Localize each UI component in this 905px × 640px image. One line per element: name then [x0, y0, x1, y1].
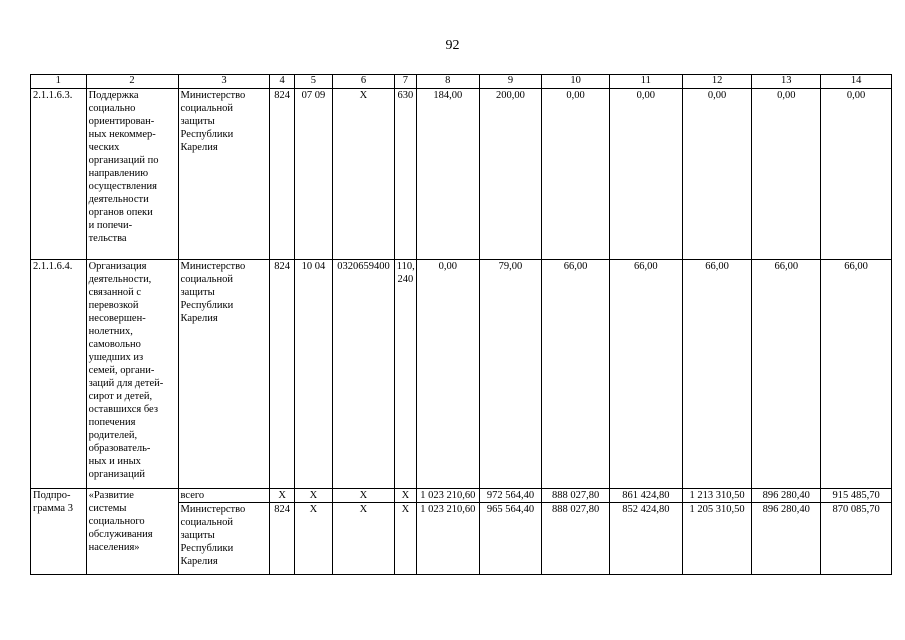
row-value: 79,00 — [479, 260, 542, 489]
row-cell: 630 — [394, 89, 416, 260]
budget-table — [30, 74, 892, 575]
column-header: 5 — [294, 75, 332, 89]
row-value: 184,00 — [416, 89, 479, 260]
column-header: 8 — [416, 75, 479, 89]
row-code: 2.1.1.6.3. — [31, 89, 87, 260]
row-cell: Х — [294, 503, 332, 575]
row-cell: 110, 240 — [394, 260, 416, 489]
row-value: 66,00 — [609, 260, 682, 489]
column-header: 13 — [752, 75, 821, 89]
row-cell: 0320659400 — [333, 260, 395, 489]
row-value: 1 023 210,60 — [416, 489, 479, 503]
column-header: 12 — [682, 75, 752, 89]
subprogram-name: «Развитие системы социального обслуживания населения» — [86, 489, 178, 575]
row-value: 66,00 — [752, 260, 821, 489]
row-value: 888 027,80 — [542, 503, 610, 575]
column-header: 11 — [609, 75, 682, 89]
row-name: Организация деятельности, связанной с перевозкой несовершен- нолетних, самовольно ушедших из семей, органи- заций для детей- сирот и детей, оставшихся без попечения родителей, образователь- ных и иных организаций — [86, 260, 178, 489]
column-header: 10 — [542, 75, 610, 89]
row-value: 0,00 — [416, 260, 479, 489]
row-value: 0,00 — [821, 89, 892, 260]
row-cell: Х — [333, 89, 395, 260]
row-cell: 824 — [270, 503, 294, 575]
page-number: 92 — [445, 38, 460, 53]
row-name: Поддержка социально ориентирован- ных некоммер- ческих организаций по направлению осуществления деятельности органов опеки и попечи- тельства — [86, 89, 178, 260]
table-row — [31, 260, 892, 489]
row-cell: Х — [294, 489, 332, 503]
column-header: 3 — [178, 75, 270, 89]
row-value: 66,00 — [682, 260, 752, 489]
column-header: 1 — [31, 75, 87, 89]
row-value: 0,00 — [609, 89, 682, 260]
column-number-row — [31, 75, 892, 89]
row-value: 66,00 — [542, 260, 610, 489]
row-value: 0,00 — [542, 89, 610, 260]
row-value: 915 485,70 — [821, 489, 892, 503]
subprogram-code: Подпро- грамма 3 — [31, 489, 87, 575]
row-executor: всего — [178, 489, 270, 503]
column-header: 4 — [270, 75, 294, 89]
row-cell: Х — [333, 503, 395, 575]
row-cell: 07 09 — [294, 89, 332, 260]
column-header: 6 — [333, 75, 395, 89]
column-header: 9 — [479, 75, 542, 89]
column-header: 14 — [821, 75, 892, 89]
row-value: 870 085,70 — [821, 503, 892, 575]
row-cell: Х — [333, 489, 395, 503]
row-code: 2.1.1.6.4. — [31, 260, 87, 489]
row-value: 861 424,80 — [609, 489, 682, 503]
row-value: 1 205 310,50 — [682, 503, 752, 575]
row-value: 1 023 210,60 — [416, 503, 479, 575]
row-executor: Министерство социальной защиты Республики Карелия — [178, 89, 270, 260]
row-value: 1 213 310,50 — [682, 489, 752, 503]
column-header: 2 — [86, 75, 178, 89]
row-cell: 824 — [270, 89, 294, 260]
row-value: 896 280,40 — [752, 503, 821, 575]
row-executor: Министерство социальной защиты Республики Карелия — [178, 503, 270, 575]
row-value: 896 280,40 — [752, 489, 821, 503]
row-value: 0,00 — [682, 89, 752, 260]
row-value: 66,00 — [821, 260, 892, 489]
row-value: 888 027,80 — [542, 489, 610, 503]
column-header: 7 — [394, 75, 416, 89]
row-cell: Х — [394, 503, 416, 575]
row-executor: Министерство социальной защиты Республики Карелия — [178, 260, 270, 489]
subprogram-total-row — [31, 489, 892, 503]
row-value: 972 564,40 — [479, 489, 542, 503]
row-cell: 824 — [270, 260, 294, 489]
row-cell: 10 04 — [294, 260, 332, 489]
table-row — [31, 89, 892, 260]
row-cell: Х — [270, 489, 294, 503]
row-value: 0,00 — [752, 89, 821, 260]
row-value: 852 424,80 — [609, 503, 682, 575]
row-value: 200,00 — [479, 89, 542, 260]
row-value: 965 564,40 — [479, 503, 542, 575]
row-cell: Х — [394, 489, 416, 503]
